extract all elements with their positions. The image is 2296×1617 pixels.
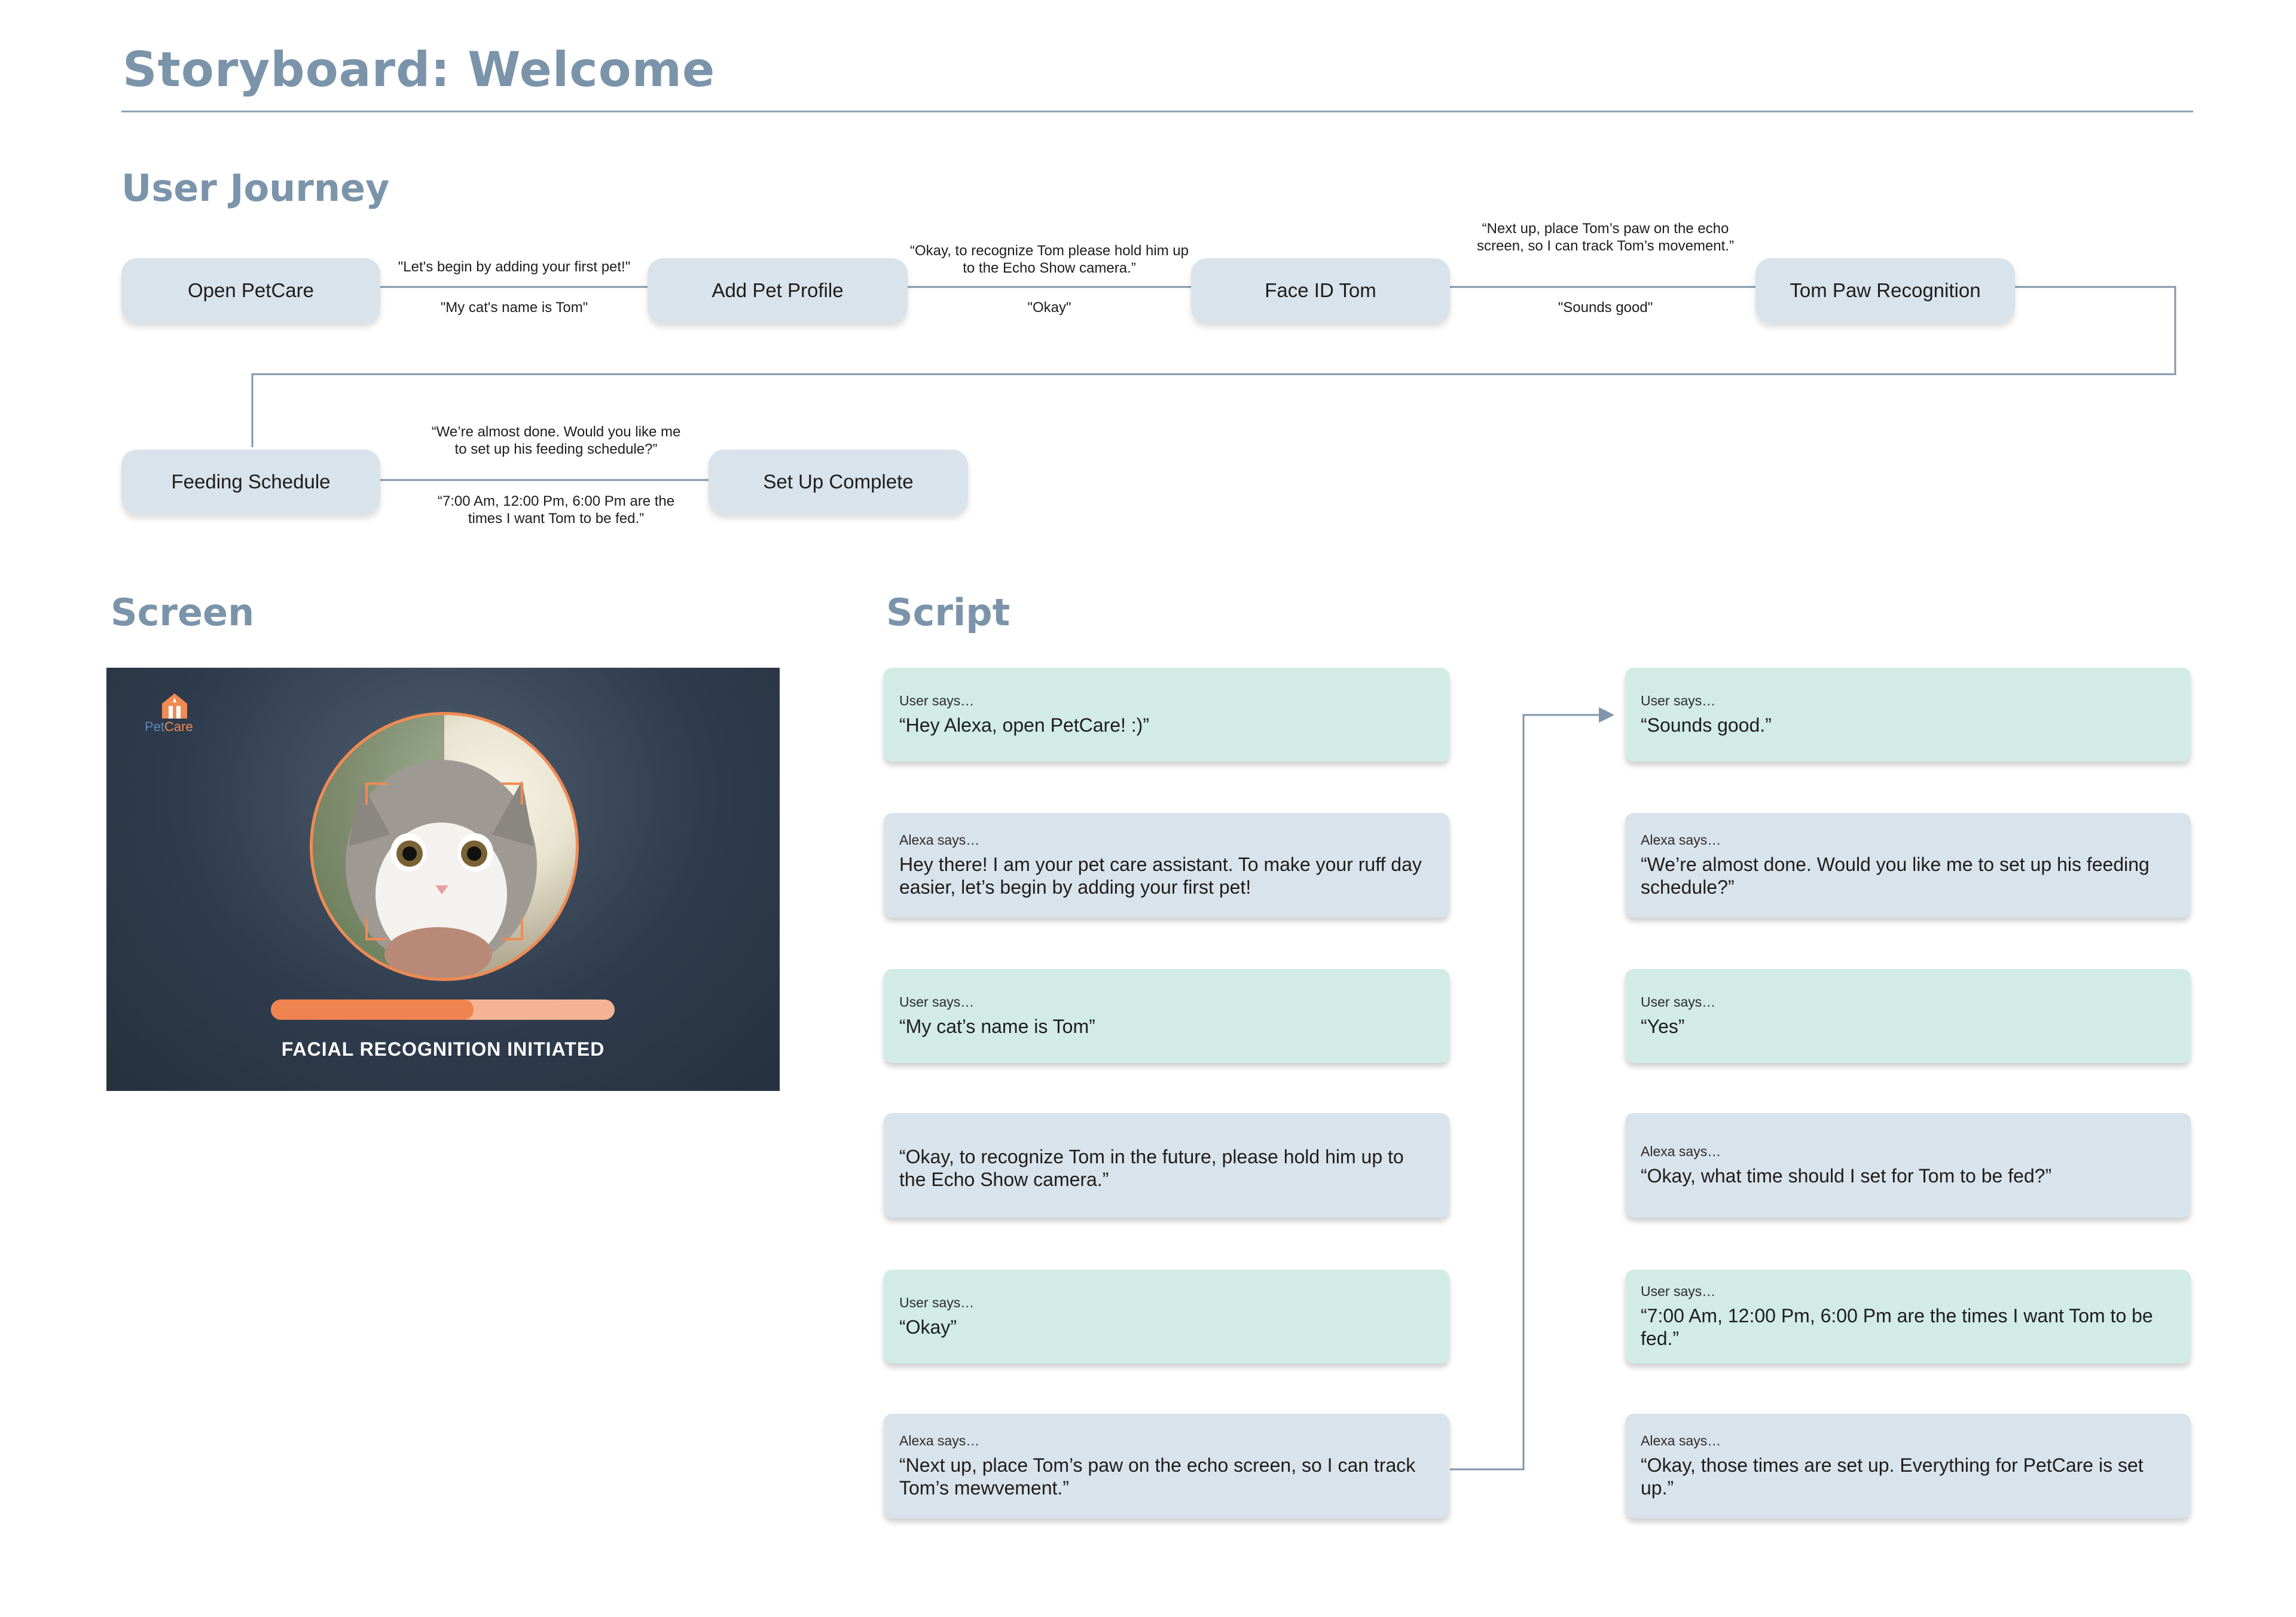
script-card-text: “We’re almost done. Would you like me to set up his feeding schedule?”: [1641, 854, 2150, 898]
script-card-text: “Okay, those times are set up. Everything for PetCare is set up.”: [1641, 1454, 2144, 1499]
script-card-alexa: [1625, 813, 2191, 918]
logo-text-pet: Pet: [145, 719, 165, 734]
script-card-alexa: [884, 813, 1449, 918]
journey-node-setup-complete: Set Up Complete: [709, 450, 968, 514]
edge-label-user-2: "Okay": [1027, 299, 1071, 316]
journey-node-paw-recognition: Tom Paw Recognition: [1755, 258, 2015, 323]
edge-label-user-1: "My cat's name is Tom": [440, 299, 588, 316]
script-card-alexa: [1625, 1113, 2191, 1218]
echo-show-screen: [106, 668, 780, 1091]
script-card-speaker: User says…: [899, 1295, 975, 1310]
script-card-user: [884, 1270, 1449, 1364]
script-card-user: [884, 668, 1449, 762]
script-card-alexa: [1625, 1414, 2191, 1518]
script-card-speaker: User says…: [1641, 994, 1716, 1010]
script-card-alexa: [884, 1113, 1449, 1218]
script-card-speaker: Alexa says…: [899, 1433, 980, 1448]
journey-node-add-pet-profile: Add Pet Profile: [648, 258, 908, 323]
script-card-text: “Hey Alexa, open PetCare! :)”: [899, 714, 1149, 736]
section-title-script: Script: [886, 591, 1010, 634]
script-card-text: Hey there! I am your pet care assistant. To make your ruff day easier, let’s begin by adding your first pet!: [899, 854, 1422, 898]
edge-label-alexa-4: “We’re almost done. Would you like me to set up his feeding schedule?”: [431, 424, 681, 457]
section-title-user-journey: User Journey: [121, 166, 390, 210]
script-card-user: [1625, 668, 2191, 762]
script-card-speaker: User says…: [899, 693, 975, 708]
script-card-speaker: Alexa says…: [1641, 1433, 1721, 1448]
section-title-screen: Screen: [111, 591, 255, 634]
edge-label-user-3: "Sounds good": [1558, 299, 1653, 316]
script-card-text: “Okay, what time should I set for Tom to be fed?”: [1641, 1165, 2052, 1187]
script-card-text: “7:00 Am, 12:00 Pm, 6:00 Pm are the times I want Tom to be fed.”: [1641, 1305, 2153, 1349]
script-card-speaker: User says…: [1641, 693, 1716, 708]
page-title: Storyboard: Welcome: [123, 42, 716, 97]
script-card-text: “Okay”: [899, 1316, 957, 1338]
edge-label-alexa-2: “Okay, to recognize Tom please hold him up to the Echo Show camera.”: [909, 243, 1189, 276]
journey-node-feeding-schedule: Feeding Schedule: [121, 450, 380, 514]
script-card-speaker: Alexa says…: [1641, 1144, 1721, 1159]
recognition-progress-fill: [271, 999, 474, 1020]
script-card-text: “Next up, place Tom’s paw on the echo screen, so I can track Tom’s mewvement.”: [899, 1454, 1416, 1499]
screen-caption: FACIAL RECOGNITION INITIATED: [281, 1038, 605, 1060]
petcare-logo-icon: [160, 692, 189, 720]
script-card-text: “Okay, to recognize Tom in the future, please hold him up to the Echo Show camera.”: [899, 1145, 1404, 1190]
script-card-user: [1625, 969, 2191, 1063]
cat-photo: [310, 712, 579, 981]
script-card-text: “Sounds good.”: [1641, 714, 1772, 736]
script-card-text: “Yes”: [1641, 1016, 1685, 1037]
journey-node-face-id: Face ID Tom: [1191, 258, 1450, 323]
script-card-speaker: Alexa says…: [1641, 832, 1721, 848]
logo-text-care: Care: [164, 719, 193, 734]
script-card-text: “My cat’s name is Tom”: [899, 1016, 1095, 1037]
script-card-speaker: User says…: [899, 994, 975, 1010]
journey-node-open-petcare: Open PetCare: [121, 258, 380, 323]
script-card-user: [1625, 1270, 2191, 1364]
cat-illustration: [313, 715, 576, 978]
petcare-logo-text: [145, 719, 193, 735]
edge-label-alexa-3: “Next up, place Tom’s paw on the echo screen, so I can track Tom’s movement.”: [1477, 221, 1734, 254]
script-card-alexa: [884, 1414, 1449, 1518]
script-card-speaker: User says…: [1641, 1283, 1716, 1299]
script-flow-arrowhead: [1599, 707, 1614, 723]
edge-label-alexa-1: "Let's begin by adding your first pet!": [398, 259, 631, 275]
script-card-speaker: Alexa says…: [899, 832, 980, 848]
script-flow-connector: [1450, 715, 1602, 1469]
script-card-user: [884, 969, 1449, 1063]
edge-label-user-4: “7:00 Am, 12:00 Pm, 6:00 Pm are the times I want Tom to be fed.”: [437, 493, 675, 527]
